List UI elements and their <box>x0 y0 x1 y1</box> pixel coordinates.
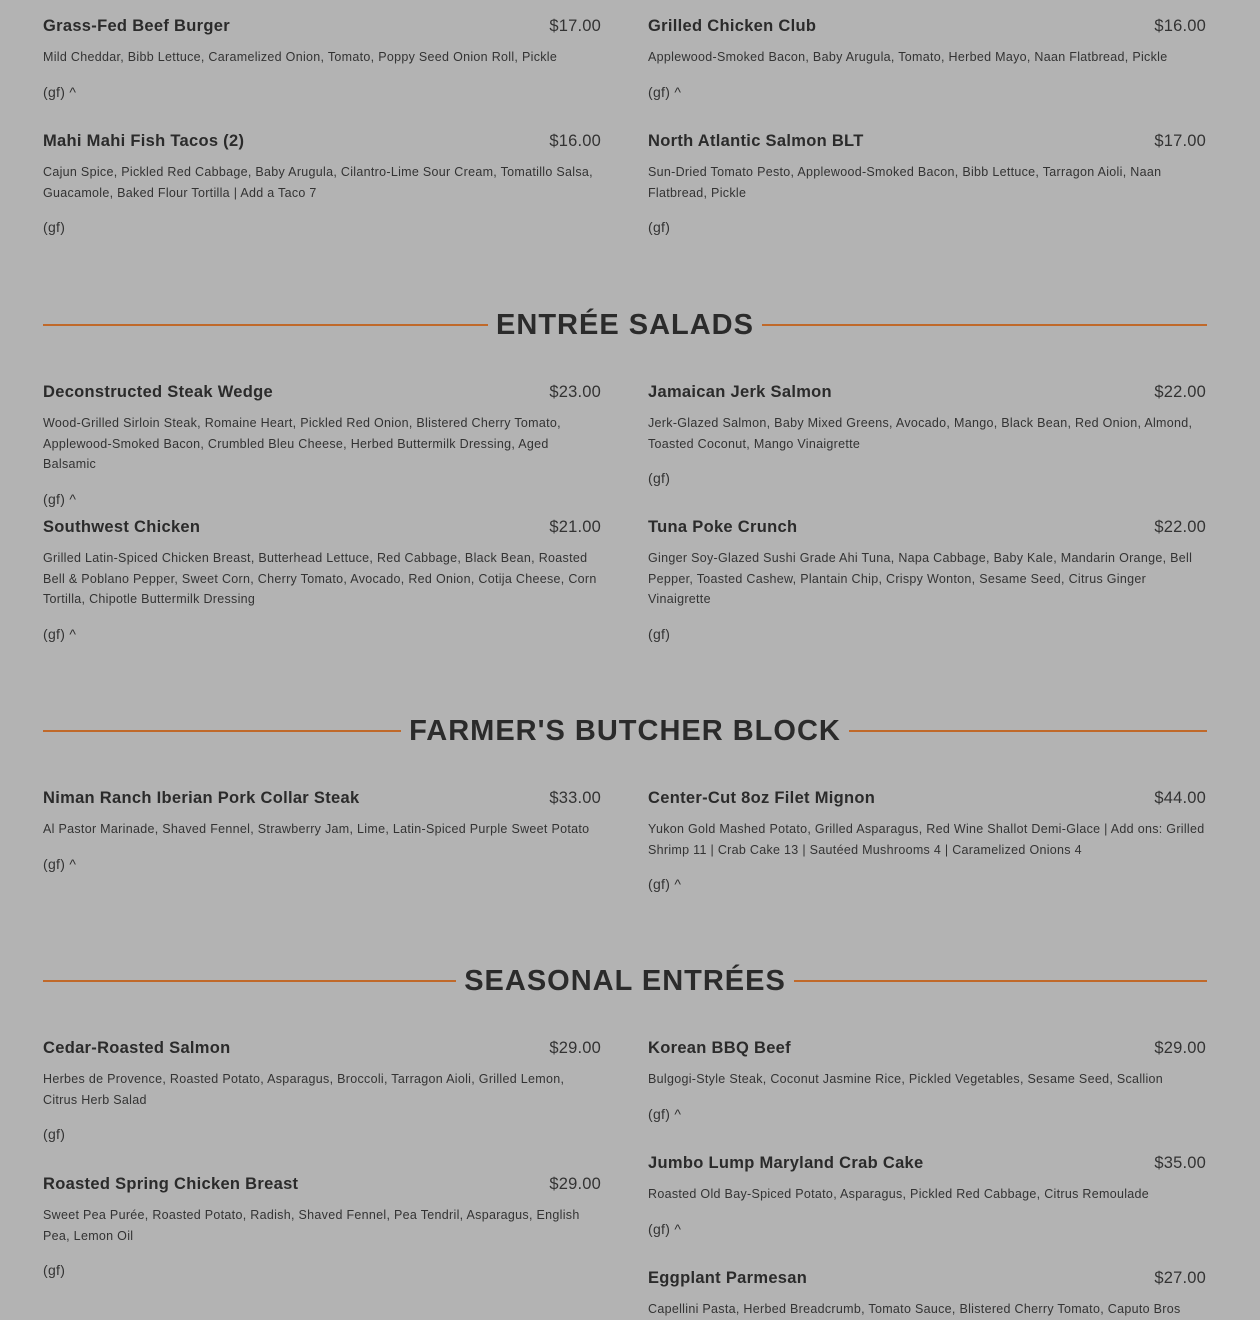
section-divider <box>43 730 401 732</box>
item-dietary-tags: (gf) ^ <box>648 876 682 892</box>
item-dietary-tags: (gf) ^ <box>43 855 77 872</box>
item-name: Cedar-Roasted Salmon <box>43 1039 231 1057</box>
menu-item <box>43 1175 601 1278</box>
menu-item <box>648 1039 1206 1122</box>
item-dietary-tags: (gf) <box>43 1126 66 1142</box>
item-price: $22.00 <box>1154 518 1206 536</box>
menu-item <box>648 1269 1206 1320</box>
item-dietary-tags: (gf) <box>43 1262 66 1278</box>
item-name: Jumbo Lump Maryland Crab Cake <box>648 1154 924 1172</box>
item-name: Roasted Spring Chicken Breast <box>43 1175 299 1193</box>
section-divider <box>762 324 1207 326</box>
item-description: Capellini Pasta, Herbed Breadcrumb, Tomato Sauce, Blistered Cherry Tomato, Caputo Bros <box>648 1302 1181 1316</box>
item-name: Grilled Chicken Club <box>648 17 817 35</box>
menu-item <box>43 132 601 235</box>
item-dietary-tags: (gf) ^ <box>43 83 77 100</box>
item-dietary-tags: (gf) <box>43 219 66 235</box>
menu-item <box>648 518 1206 642</box>
section-title: SEASONAL ENTRÉES <box>464 964 786 997</box>
item-description: Al Pastor Marinade, Shaved Fennel, Strawberry Jam, Lime, Latin-Spiced Purple Sweet Potato <box>43 822 590 836</box>
item-price: $16.00 <box>549 132 601 150</box>
item-price: $21.00 <box>549 518 601 536</box>
item-price: $29.00 <box>1154 1039 1206 1057</box>
menu-item <box>43 383 601 507</box>
menu-item <box>648 17 1206 100</box>
item-dietary-tags: (gf) ^ <box>43 625 77 642</box>
item-name: Center-Cut 8oz Filet Mignon <box>648 789 876 807</box>
section-header-entree-salads <box>43 305 1207 345</box>
section-divider <box>43 324 488 326</box>
menu-item <box>43 789 601 872</box>
item-name: Tuna Poke Crunch <box>648 518 798 536</box>
menu-item <box>43 1039 601 1142</box>
item-description: Yukon Gold Mashed Potato, Grilled Asparagus, Red Wine Shallot Demi-Glace | Add ons: Grilled Shrimp 11 | Crab Cake 13 | Sautéed Mushrooms 4 | Caramelized Onions 4 <box>648 822 1205 857</box>
item-description: Grilled Latin-Spiced Chicken Breast, Butterhead Lettuce, Red Cabbage, Black Bean, Roasted Bell & Poblano Pepper, Sweet Corn, Cherry Tomato, Avocado, Red Onion, Cotija Cheese, Corn Tortilla, Chipotle Buttermilk Dressing <box>43 551 597 606</box>
item-description: Cajun Spice, Pickled Red Cabbage, Baby Arugula, Cilantro-Lime Sour Cream, Tomatillo Salsa, Guacamole, Baked Flour Tortilla | Add a Taco 7 <box>43 165 593 200</box>
section-header-butcher-block <box>43 711 1207 751</box>
item-price: $16.00 <box>1154 17 1206 35</box>
item-dietary-tags: (gf) ^ <box>648 83 682 100</box>
section-divider <box>43 980 456 982</box>
section-divider <box>849 730 1207 732</box>
item-dietary-tags: (gf) ^ <box>648 1105 682 1122</box>
menu-item <box>648 789 1206 892</box>
menu-item <box>43 518 601 642</box>
item-price: $44.00 <box>1154 789 1206 807</box>
item-price: $27.00 <box>1154 1269 1206 1287</box>
section-divider <box>794 980 1207 982</box>
item-price: $29.00 <box>549 1039 601 1057</box>
item-dietary-tags: (gf) <box>648 470 671 486</box>
item-price: $22.00 <box>1154 383 1206 401</box>
item-price: $23.00 <box>549 383 601 401</box>
section-header-seasonal-entrees <box>43 961 1207 1001</box>
item-description: Ginger Soy-Glazed Sushi Grade Ahi Tuna, Napa Cabbage, Baby Kale, Mandarin Orange, Bell Pepper, Toasted Cashew, Plantain Chip, Crispy Wonton, Sesame Seed, Citrus Ginger Vinaigrette <box>648 551 1193 606</box>
item-name: Mahi Mahi Fish Tacos (2) <box>43 132 245 150</box>
item-dietary-tags: (gf) <box>648 219 671 235</box>
item-name: Southwest Chicken <box>43 518 201 536</box>
item-price: $33.00 <box>549 789 601 807</box>
item-name: Jamaican Jerk Salmon <box>648 383 832 401</box>
item-price: $17.00 <box>549 17 601 35</box>
item-name: North Atlantic Salmon BLT <box>648 132 864 150</box>
menu-item <box>648 1154 1206 1237</box>
item-dietary-tags: (gf) ^ <box>648 1220 682 1237</box>
item-price: $17.00 <box>1154 132 1206 150</box>
menu-item <box>43 17 601 100</box>
item-description: Sun-Dried Tomato Pesto, Applewood-Smoked Bacon, Bibb Lettuce, Tarragon Aioli, Naan Flatbread, Pickle <box>648 165 1162 200</box>
item-name: Korean BBQ Beef <box>648 1039 791 1057</box>
item-description: Applewood-Smoked Bacon, Baby Arugula, Tomato, Herbed Mayo, Naan Flatbread, Pickle <box>648 50 1168 64</box>
item-description: Bulgogi-Style Steak, Coconut Jasmine Rice, Pickled Vegetables, Sesame Seed, Scallion <box>648 1072 1164 1086</box>
item-description: Roasted Old Bay-Spiced Potato, Asparagus, Pickled Red Cabbage, Citrus Remoulade <box>648 1187 1150 1201</box>
item-name: Deconstructed Steak Wedge <box>43 383 274 401</box>
item-dietary-tags: (gf) <box>648 625 671 642</box>
section-title: ENTRÉE SALADS <box>496 308 754 341</box>
item-description: Herbes de Provence, Roasted Potato, Asparagus, Broccoli, Tarragon Aioli, Grilled Lemon, Citrus Herb Salad <box>43 1072 565 1107</box>
item-price: $35.00 <box>1154 1154 1206 1172</box>
item-description: Mild Cheddar, Bibb Lettuce, Caramelized Onion, Tomato, Poppy Seed Onion Roll, Pickle <box>43 50 558 64</box>
item-name: Eggplant Parmesan <box>648 1269 808 1287</box>
item-description: Wood-Grilled Sirloin Steak, Romaine Heart, Pickled Red Onion, Blistered Cherry Tomato, Applewood-Smoked Bacon, Crumbled Bleu Cheese, Herbed Buttermilk Dressing, Aged Balsamic <box>43 416 561 471</box>
menu-item <box>648 132 1206 235</box>
item-dietary-tags: (gf) ^ <box>43 490 77 507</box>
item-name: Grass-Fed Beef Burger <box>43 17 230 35</box>
section-title: FARMER'S BUTCHER BLOCK <box>409 714 841 747</box>
item-description: Sweet Pea Purée, Roasted Potato, Radish, Shaved Fennel, Pea Tendril, Asparagus, English Pea, Lemon Oil <box>43 1208 580 1243</box>
item-price: $29.00 <box>549 1175 601 1193</box>
item-name: Niman Ranch Iberian Pork Collar Steak <box>43 789 360 807</box>
menu-item <box>648 383 1206 486</box>
item-description: Jerk-Glazed Salmon, Baby Mixed Greens, Avocado, Mango, Black Bean, Red Onion, Almond, Toasted Coconut, Mango Vinaigrette <box>648 416 1193 451</box>
